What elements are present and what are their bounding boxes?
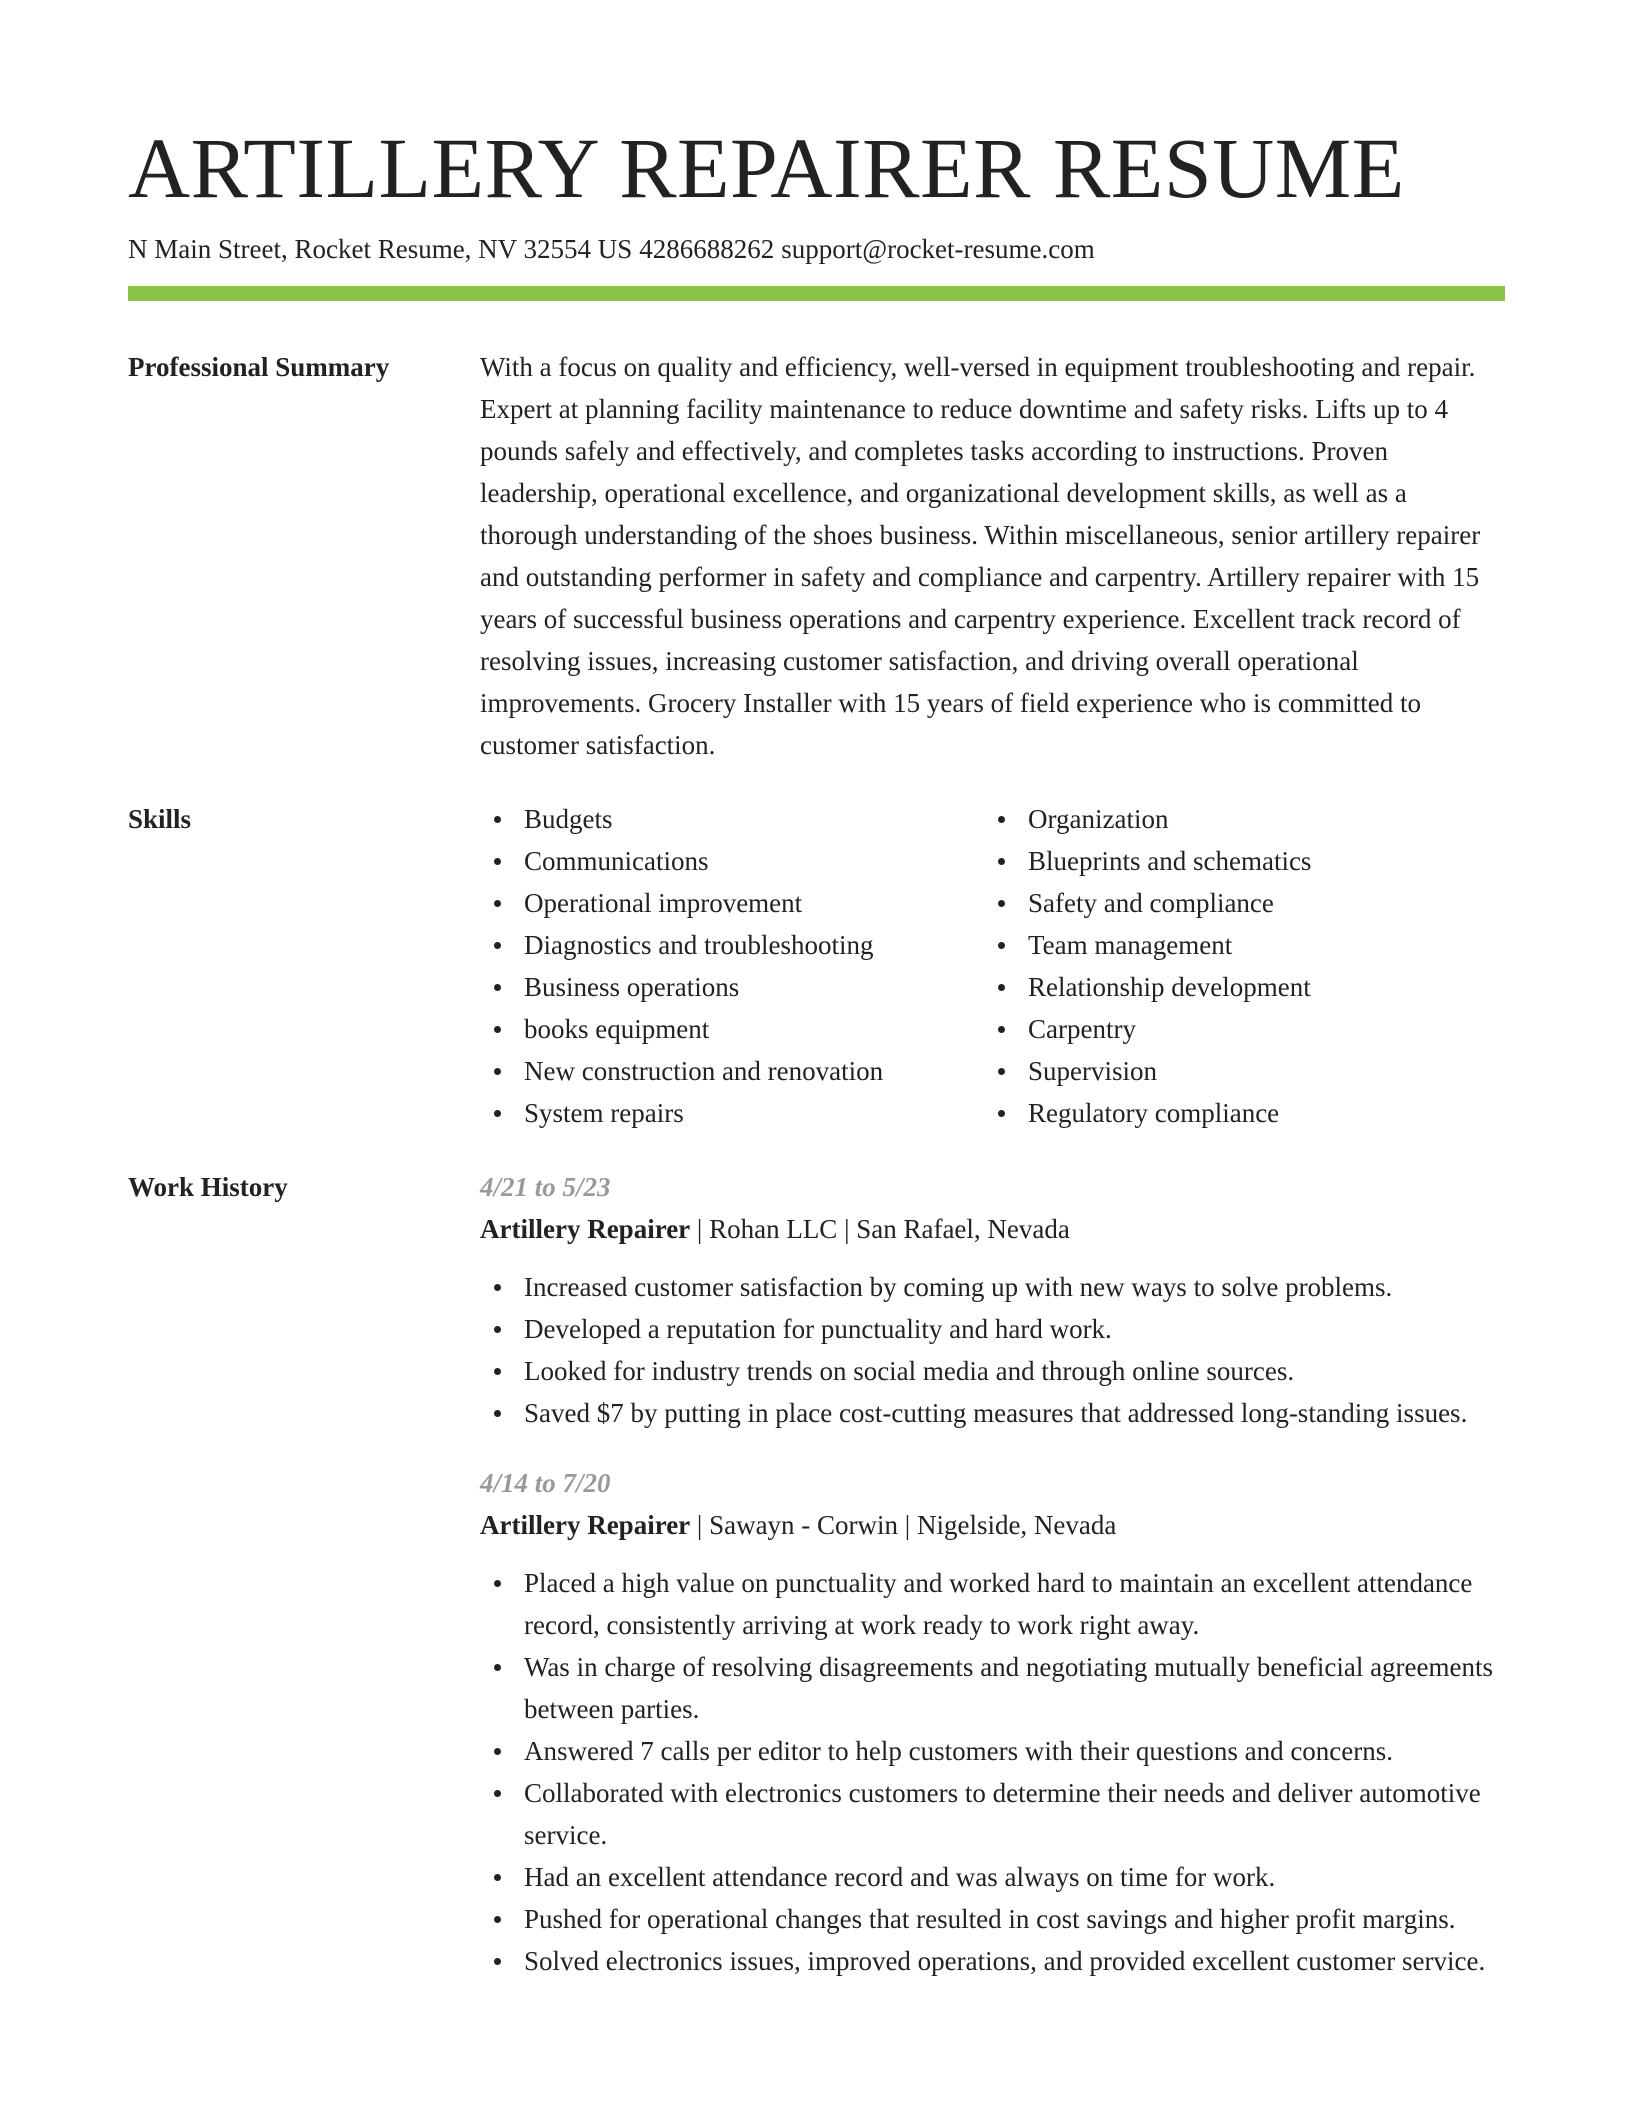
skills-columns bbox=[480, 798, 1505, 1134]
resume-title: ARTILLERY REPAIRER RESUME bbox=[128, 120, 1405, 216]
job-bullet: Placed a high value on punctuality and worked hard to maintain an excellent attendance record, consistently arriving at work ready to work right away. bbox=[480, 1562, 1505, 1646]
contact-line bbox=[128, 232, 1095, 266]
job-title: Artillery Repairer bbox=[480, 1214, 691, 1244]
job-entry bbox=[480, 1166, 1505, 1434]
job-bullet: Was in charge of resolving disagreements and negotiating mutually beneficial agreements between parties. bbox=[480, 1646, 1505, 1730]
job-dates: 4/21 to 5/23 bbox=[480, 1172, 611, 1202]
job-title: Artillery Repairer bbox=[480, 1510, 691, 1540]
summary-heading: Professional Summary bbox=[128, 352, 390, 382]
skills-column-right bbox=[984, 798, 1488, 1134]
skill-item: Blueprints and schematics bbox=[984, 840, 1488, 882]
skill-item: Budgets bbox=[480, 798, 984, 840]
skill-item: Organization bbox=[984, 798, 1488, 840]
work-history-body bbox=[480, 1166, 1505, 2010]
job-bullet: Collaborated with electronics customers to determine their needs and deliver automotive service. bbox=[480, 1772, 1505, 1856]
job-entry bbox=[480, 1462, 1505, 1982]
skill-item: Diagnostics and troubleshooting bbox=[480, 924, 984, 966]
job-bullet: Increased customer satisfaction by coming up with new ways to solve problems. bbox=[480, 1266, 1505, 1308]
skills-column-left bbox=[480, 798, 984, 1134]
summary-text: With a focus on quality and efficiency, well-versed in equipment troubleshooting and repair. Expert at planning facility maintenance to reduce downtime and safety risks. Lifts up to 4 pounds safely and effectively, and completes tasks according to instructions. Proven leadership, operational excellence, and organizational development skills, as well as a thorough understanding of the shoes business. Within miscellaneous, senior artillery repairer and outstanding performer in safety and compliance and carpentry. Artillery repairer with 15 years of successful business operations and carpentry experience. Excellent track record of resolving issues, increasing customer satisfaction, and driving overall operational improvements. Grocery Installer with 15 years of field experience who is committed to customer satisfaction. bbox=[480, 352, 1481, 760]
skill-item: Relationship development bbox=[984, 966, 1488, 1008]
skill-item: Carpentry bbox=[984, 1008, 1488, 1050]
job-dates: 4/14 to 7/20 bbox=[480, 1468, 611, 1498]
skills-heading: Skills bbox=[128, 804, 192, 834]
job-bullets bbox=[480, 1266, 1505, 1434]
skill-item: Operational improvement bbox=[480, 882, 984, 924]
contact-email: support@rocket-resume.com bbox=[781, 234, 1095, 264]
skills-body bbox=[480, 798, 1505, 1134]
job-bullet: Developed a reputation for punctuality and hard work. bbox=[480, 1308, 1505, 1350]
skill-item: Team management bbox=[984, 924, 1488, 966]
job-heading-line bbox=[480, 1504, 1505, 1546]
skill-item: Safety and compliance bbox=[984, 882, 1488, 924]
skill-item: books equipment bbox=[480, 1008, 984, 1050]
work-history-heading: Work History bbox=[128, 1172, 288, 1202]
job-bullet: Solved electronics issues, improved operations, and provided excellent customer service. bbox=[480, 1940, 1505, 1982]
job-heading-line bbox=[480, 1208, 1505, 1250]
skill-item: Business operations bbox=[480, 966, 984, 1008]
contact-phone: 4286688262 bbox=[639, 234, 775, 264]
job-company-location: | Rohan LLC | San Rafael, Nevada bbox=[690, 1214, 1070, 1244]
skill-item: Communications bbox=[480, 840, 984, 882]
contact-address: N Main Street, Rocket Resume, NV 32554 US bbox=[128, 234, 633, 264]
job-bullet: Answered 7 calls per editor to help customers with their questions and concerns. bbox=[480, 1730, 1505, 1772]
job-bullets bbox=[480, 1562, 1505, 1982]
job-bullet: Pushed for operational changes that resulted in cost savings and higher profit margins. bbox=[480, 1898, 1505, 1940]
summary-body bbox=[480, 346, 1505, 766]
job-bullet: Saved $7 by putting in place cost-cutting measures that addressed long-standing issues. bbox=[480, 1392, 1505, 1434]
job-bullet: Had an excellent attendance record and was always on time for work. bbox=[480, 1856, 1505, 1898]
skill-item: System repairs bbox=[480, 1092, 984, 1134]
job-bullet: Looked for industry trends on social media and through online sources. bbox=[480, 1350, 1505, 1392]
header-accent-bar bbox=[128, 286, 1505, 301]
skill-item: Regulatory compliance bbox=[984, 1092, 1488, 1134]
job-company-location: | Sawayn - Corwin | Nigelside, Nevada bbox=[690, 1510, 1117, 1540]
skill-item: New construction and renovation bbox=[480, 1050, 984, 1092]
skill-item: Supervision bbox=[984, 1050, 1488, 1092]
